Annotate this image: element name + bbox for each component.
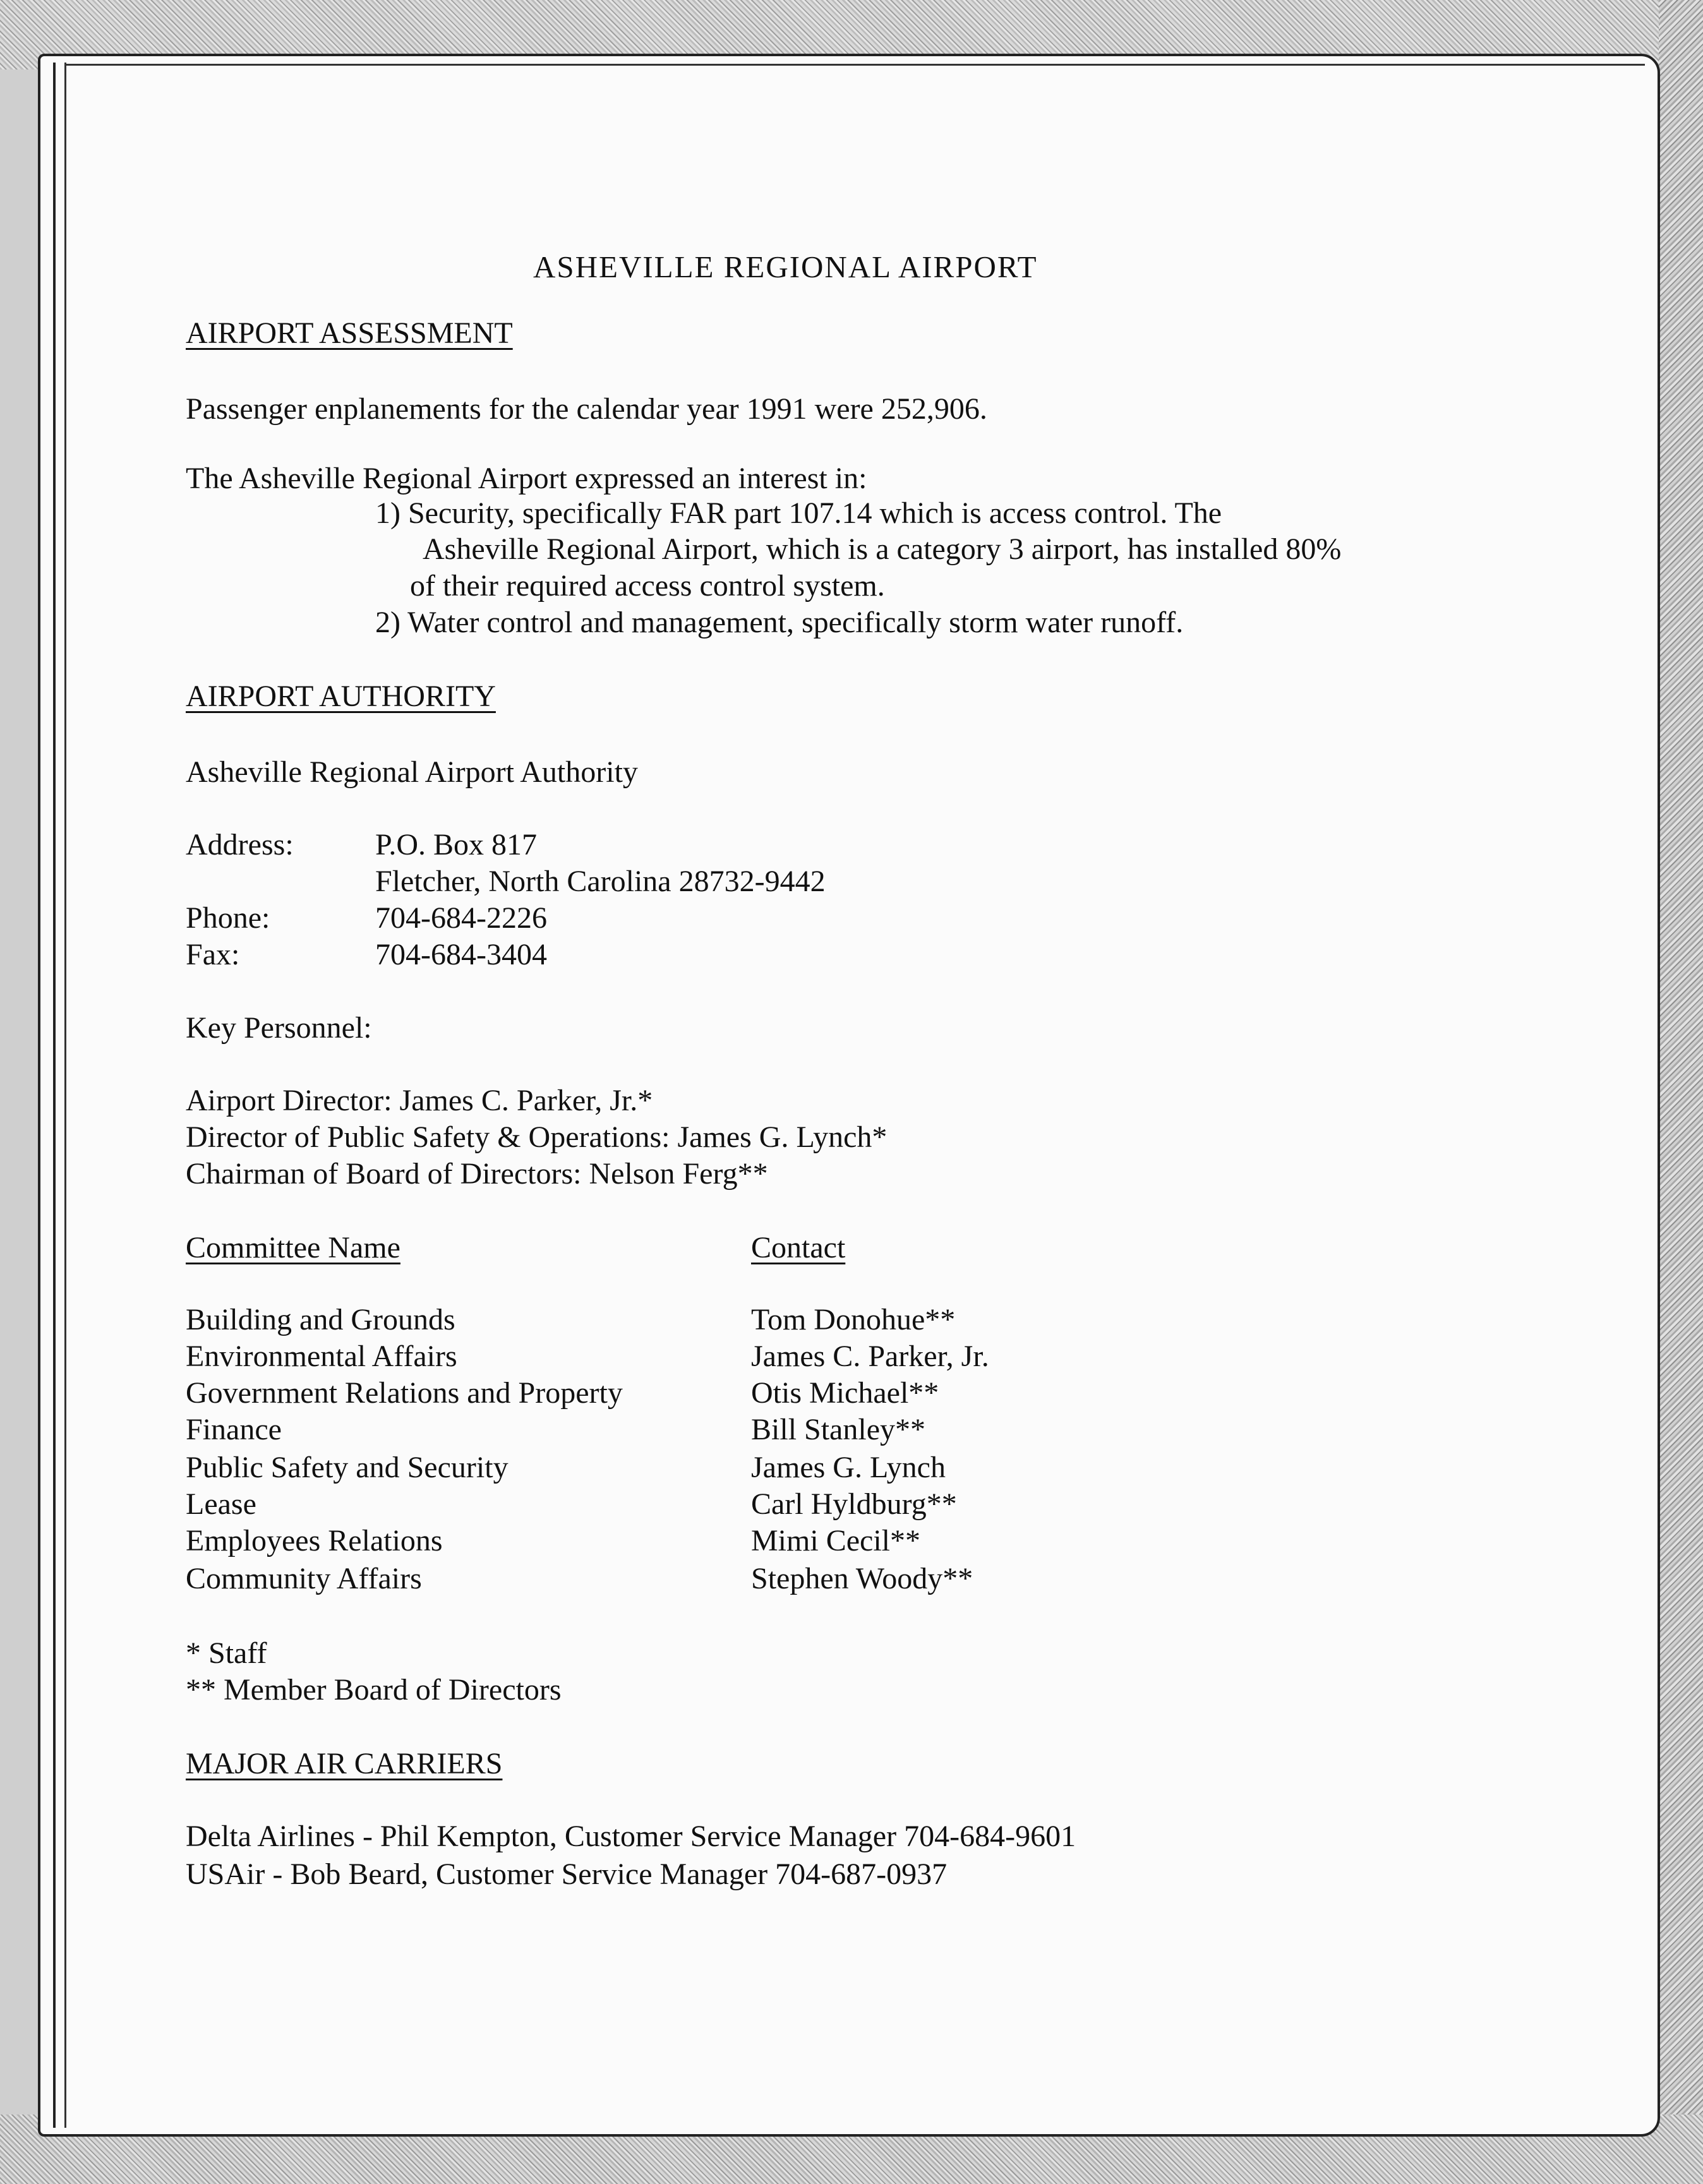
committee-contact: Tom Donohue** bbox=[751, 1303, 956, 1336]
interest-item-1-line-3: of their required access control system. bbox=[410, 569, 885, 603]
carriers-heading: MAJOR AIR CARRIERS bbox=[186, 1747, 503, 1780]
assessment-heading: AIRPORT ASSESSMENT bbox=[186, 316, 513, 350]
carrier-line: USAir - Bob Beard, Customer Service Manager 704-687-0937 bbox=[186, 1857, 948, 1891]
committee-name-header: Committee Name bbox=[186, 1231, 400, 1264]
committee-contact: Otis Michael** bbox=[751, 1376, 939, 1410]
authority-name: Asheville Regional Airport Authority bbox=[186, 755, 638, 789]
interest-item-2: 2) Water control and management, specifically storm water runoff. bbox=[375, 606, 1184, 639]
committee-contact: James G. Lynch bbox=[751, 1451, 946, 1484]
fax-value: 704-684-3404 bbox=[375, 938, 547, 971]
document-title: ASHEVILLE REGIONAL AIRPORT bbox=[533, 249, 1038, 284]
interest-intro: The Asheville Regional Airport expressed an interest in: bbox=[186, 462, 867, 495]
committee-name: Public Safety and Security bbox=[186, 1451, 508, 1484]
committee-contact: Carl Hyldburg** bbox=[751, 1487, 957, 1521]
footnote-board-member: ** Member Board of Directors bbox=[186, 1673, 562, 1707]
committee-name: Community Affairs bbox=[186, 1562, 422, 1595]
committee-contact: Stephen Woody** bbox=[751, 1562, 973, 1595]
interest-item-1-line-2: Asheville Regional Airport, which is a category 3 airport, has installed 80% bbox=[423, 532, 1342, 566]
document-body bbox=[40, 56, 1658, 2134]
footnote-staff: * Staff bbox=[186, 1636, 267, 1670]
key-personnel-label: Key Personnel: bbox=[186, 1011, 372, 1045]
committee-name: Employees Relations bbox=[186, 1524, 443, 1557]
fax-label: Fax: bbox=[186, 938, 240, 971]
carrier-line: Delta Airlines - Phil Kempton, Customer Service Manager 704-684-9601 bbox=[186, 1820, 1076, 1853]
committee-name: Government Relations and Property bbox=[186, 1376, 623, 1410]
authority-heading: AIRPORT AUTHORITY bbox=[186, 680, 496, 713]
contact-header: Contact bbox=[751, 1231, 846, 1264]
phone-value: 704-684-2226 bbox=[375, 901, 547, 935]
address-line-2: Fletcher, North Carolina 28732-9442 bbox=[375, 865, 826, 898]
personnel-line: Chairman of Board of Directors: Nelson Ferg** bbox=[186, 1157, 768, 1191]
committee-name: Building and Grounds bbox=[186, 1303, 455, 1336]
personnel-line: Director of Public Safety & Operations: James G. Lynch* bbox=[186, 1120, 888, 1154]
document-page bbox=[38, 54, 1660, 2137]
personnel-line: Airport Director: James C. Parker, Jr.* bbox=[186, 1084, 653, 1117]
address-label: Address: bbox=[186, 828, 294, 861]
committee-name: Environmental Affairs bbox=[186, 1340, 457, 1373]
committee-name: Lease bbox=[186, 1487, 256, 1521]
address-line-1: P.O. Box 817 bbox=[375, 828, 538, 861]
committee-contact: James C. Parker, Jr. bbox=[751, 1340, 989, 1373]
interest-item-1-line-1: 1) Security, specifically FAR part 107.14 which is access control. The bbox=[375, 496, 1222, 530]
committee-name: Finance bbox=[186, 1413, 282, 1446]
phone-label: Phone: bbox=[186, 901, 270, 935]
enplanements-text: Passenger enplanements for the calendar year 1991 were 252,906. bbox=[186, 392, 987, 426]
scan-border-right bbox=[1659, 0, 1703, 2184]
committee-contact: Bill Stanley** bbox=[751, 1413, 925, 1446]
committee-contact: Mimi Cecil** bbox=[751, 1524, 920, 1557]
